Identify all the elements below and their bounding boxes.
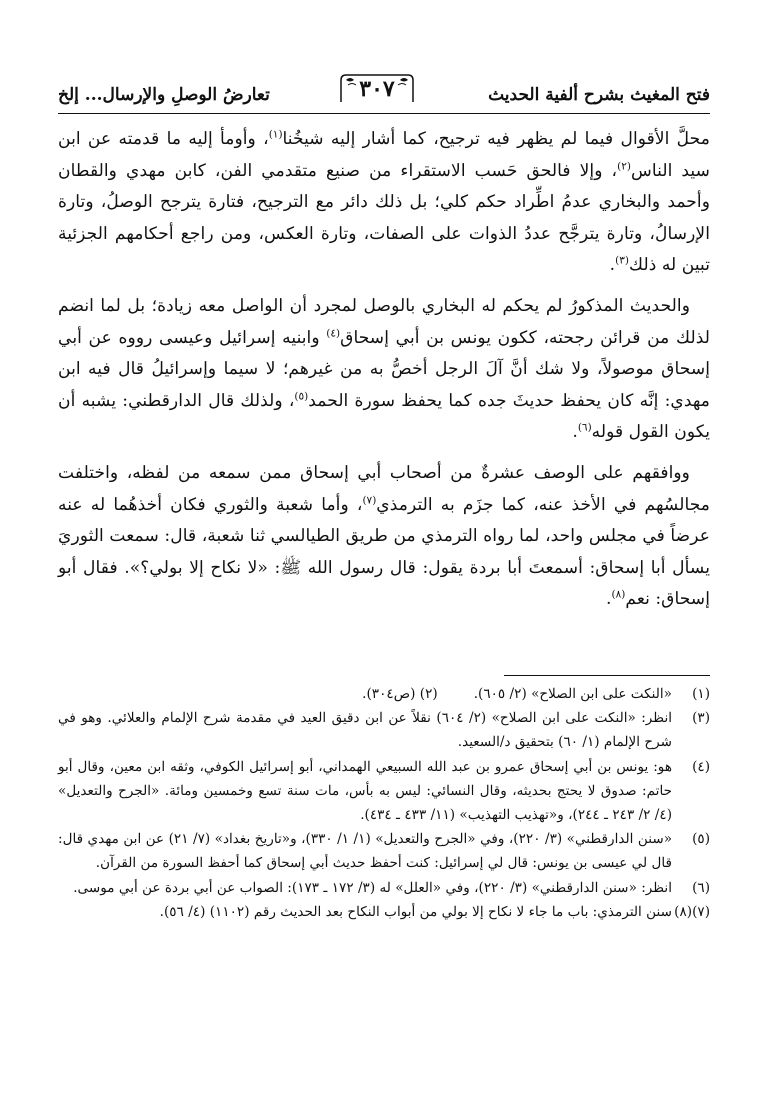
footnote bbox=[58, 682, 710, 706]
book-title: فتح المغيث بشرح ألفية الحديث bbox=[488, 85, 710, 105]
footnote-text: انظر: «سنن الدارقطني» (٣/ ٢٢٠)، وفي «العلل» له (٣/ ١٧٢ ـ ١٧٣): الصواب عن أبي بردة عن أبي موسى. bbox=[73, 879, 672, 896]
footnote-ref: (٥) bbox=[294, 390, 309, 403]
footnote-ref: (٣) bbox=[615, 254, 629, 267]
footnote-ref: (٦) bbox=[577, 421, 592, 434]
footnote-separator bbox=[504, 675, 710, 676]
text-run: وابنيه إسرائيل وعيسى رووه عن أبي إسحاق موصولاً، ولا شك أنَّ آلَ الرجل أخصُّ به من غيرهم؛ لا سيما وإسرائيلُ قال فيه ابن مهدي: إنَّه كان يحفظ حديثَ جده كما يحفظ سورة الحمد bbox=[58, 327, 710, 411]
text-run: . bbox=[572, 422, 578, 443]
footnote-text-2: (ص٣٠٤). bbox=[362, 686, 416, 702]
text-run: محلَّ الأقوال فيما لم يظهر فيه ترجيح، كما أشار إليه شيخُنا bbox=[282, 129, 710, 149]
main-text bbox=[58, 124, 710, 625]
footnote-text: سنن الترمذي: باب ما جاء لا نكاح إلا بولي من أبواب النكاح بعد الحديث رقم (١١٠٢) (٤/ ٥٦). bbox=[159, 903, 672, 920]
footnote-ref: (٢) bbox=[617, 159, 631, 172]
text-run: ، وأما شعبة والثوري فكان أخذهُما له عنه عرضاً في مجلس واحد، لما رواه الترمذي من طريق الطيالسي ثنا شعبة، قال: سمعت الثوريَ يسأل أبا إسحاق: أسمعتَ أبا بردة يقول: قال رسول الله ﷺ: «لا نكاح إلا بولي؟». فقال أبو إسحاق: نعم bbox=[58, 494, 710, 610]
footnote bbox=[58, 706, 710, 754]
page-number-box bbox=[338, 72, 416, 106]
footnote-number: (٥) bbox=[692, 831, 710, 848]
footnote-ref: (٧) bbox=[362, 493, 377, 506]
footnote bbox=[58, 900, 710, 924]
paragraph-1 bbox=[58, 124, 710, 282]
text-run: ، وإلا فالحق حَسب الاستقراء من صنيع متقدمي الفن، كابن مهدي والقطان وأحمد والبخاري عدمُ اطِّراد حكم كلي؛ بل ذلك دائر مع الترجيح، فتارة يترجح الوصلُ، وتارة الإرسالُ، وتارة يترجَّح عددُ الذوات على الصفات، وتارة العكس، ومن راجع أحكامهم الجزئية تبين له ذلك bbox=[58, 160, 710, 276]
text-run: ووافقهم على الوصف عشرةٌ من أصحاب أبي إسحاق ممن سمعه من لفظه، واختلفت مجالسُهم في الأخذ عنه، كما جزَم به الترمذي bbox=[58, 462, 711, 515]
footnote-ref: (٨) bbox=[611, 588, 626, 601]
footnote bbox=[58, 755, 710, 828]
footnote-number: (٦) bbox=[692, 879, 710, 896]
footnote-text-1: «النكت على ابن الصلاح» (٢/ ٦٠٥). bbox=[473, 686, 672, 702]
footnote-text bbox=[58, 682, 672, 706]
text-run: ، وأومأ إليه ما قدمته عن ابن سيد الناس bbox=[58, 129, 710, 181]
text-run: ، ولذلك قال الدارقطني: يشبه أن يكون القول قوله bbox=[58, 390, 710, 443]
header-rule bbox=[58, 113, 710, 114]
text-run: . bbox=[606, 589, 612, 610]
text-run: . bbox=[609, 255, 616, 276]
text-run: والحديث المذكورُ لم يحكم له البخاري بالوصل لمجرد أن الواصل معه زيادة؛ بل لما انضم لذلك من قرائن رجحته، ككون يونس بن أبي إسحاق bbox=[58, 295, 710, 348]
footnote-number: (٧)(٨) bbox=[674, 903, 710, 920]
chapter-title: تعارضُ الوصلِ والإرسال... إلخ bbox=[58, 85, 270, 105]
footnote bbox=[58, 827, 710, 875]
footnote-text: انظر: «النكت على ابن الصلاح» (٢/ ٦٠٤) نقلاً عن ابن دقيق العيد في مقدمة شرح الإلمام والعلائي. وهو في شرح الإلمام (١/ ٦٠) بتحقيق د/السعيد. bbox=[58, 710, 673, 751]
footnote-text: هو: يونس بن أبي إسحاق عمرو بن عبد الله السبيعي الهمداني، أبو إسرائيل الكوفي، وثقه ابن معين، وقال أبو حاتم: صدوق لا يحتج بحديثه، وقال النسائي: ليس به بأس، مات سنة تسع وخمسين ومائة. «الجرح والتعديل» (٤/ ٢/ ٢٤٣ ـ ٢٤٤)، و«تهذيب التهذيب» (١١/ ٤٣٣ ـ ٤٣٤). bbox=[58, 758, 672, 824]
footnote-ref: (٤) bbox=[326, 326, 341, 339]
footnote bbox=[58, 876, 710, 900]
footnote-text: «سنن الدارقطني» (٣/ ٢٢٠)، وفي «الجرح والتعديل» (١/ ١/ ٣٣٠)، و«تاريخ بغداد» (٧/ ٢١) عن ابن مهدي قال: قال لي عيسى بن يونس: قال لي إسرائيل: كنت أحفظ حديث أبي إسحاق كما أحفظ السورة من القرآن. bbox=[58, 831, 673, 872]
footnote-number: (١) bbox=[692, 686, 710, 702]
footnote-ref: (١) bbox=[268, 128, 283, 141]
footnotes bbox=[58, 682, 710, 924]
paragraph-3 bbox=[58, 458, 710, 616]
footnote-number: (٤) bbox=[692, 758, 710, 775]
footnote-number: (٣) bbox=[692, 710, 710, 727]
page-number: ٣٠٧ bbox=[359, 76, 395, 102]
footnote-number-2: (٢) bbox=[419, 686, 438, 702]
paragraph-2 bbox=[58, 291, 710, 449]
